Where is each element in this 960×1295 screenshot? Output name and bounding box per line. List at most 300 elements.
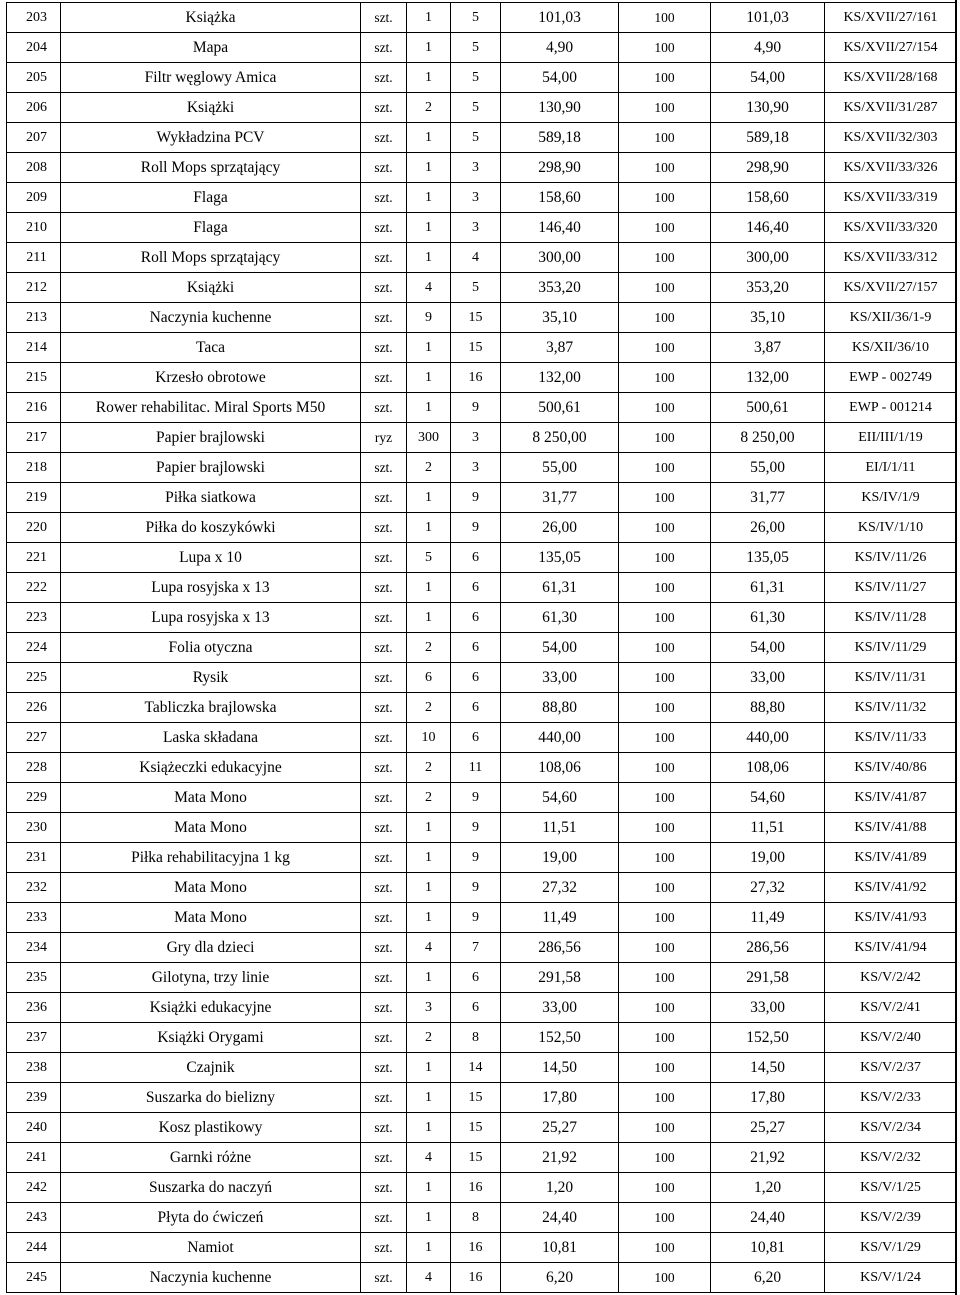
- row-number-cell: 229: [7, 783, 61, 813]
- group-cell: 9: [451, 903, 501, 933]
- row-number-cell: 220: [7, 513, 61, 543]
- inventory-number-cell: KS/XVII/28/168: [825, 63, 957, 93]
- item-name-cell: Tabliczka brajlowska: [61, 693, 361, 723]
- value-cell: 291,58: [501, 963, 619, 993]
- row-number-cell: 211: [7, 243, 61, 273]
- item-name-cell: Mapa: [61, 33, 361, 63]
- percent-cell: 100: [619, 1173, 711, 1203]
- item-name-cell: Lupa rosyjska x 13: [61, 573, 361, 603]
- quantity-cell: 1: [407, 1233, 451, 1263]
- value-cell: 132,00: [501, 363, 619, 393]
- group-cell: 4: [451, 243, 501, 273]
- value-cell: 19,00: [501, 843, 619, 873]
- net-value-cell: 25,27: [711, 1113, 825, 1143]
- net-value-cell: 31,77: [711, 483, 825, 513]
- item-name-cell: Naczynia kuchenne: [61, 303, 361, 333]
- net-value-cell: 146,40: [711, 213, 825, 243]
- quantity-cell: 1: [407, 573, 451, 603]
- inventory-number-cell: EWP - 001214: [825, 393, 957, 423]
- unit-cell: szt.: [361, 1113, 407, 1143]
- group-cell: 6: [451, 963, 501, 993]
- item-name-cell: Kosz plastikowy: [61, 1113, 361, 1143]
- quantity-cell: 1: [407, 813, 451, 843]
- table-row: [7, 933, 957, 963]
- value-cell: 500,61: [501, 393, 619, 423]
- item-name-cell: Flaga: [61, 213, 361, 243]
- group-cell: 5: [451, 93, 501, 123]
- item-name-cell: Mata Mono: [61, 813, 361, 843]
- row-number-cell: 221: [7, 543, 61, 573]
- quantity-cell: 1: [407, 873, 451, 903]
- table-row: [7, 873, 957, 903]
- percent-cell: 100: [619, 1143, 711, 1173]
- quantity-cell: 1: [407, 1173, 451, 1203]
- value-cell: 130,90: [501, 93, 619, 123]
- item-name-cell: Laska składana: [61, 723, 361, 753]
- table-row: [7, 63, 957, 93]
- quantity-cell: 1: [407, 213, 451, 243]
- inventory-number-cell: KS/V/1/29: [825, 1233, 957, 1263]
- net-value-cell: 27,32: [711, 873, 825, 903]
- inventory-number-cell: KS/XVII/27/154: [825, 33, 957, 63]
- table-row: [7, 753, 957, 783]
- net-value-cell: 1,20: [711, 1173, 825, 1203]
- row-number-cell: 204: [7, 33, 61, 63]
- row-number-cell: 239: [7, 1083, 61, 1113]
- value-cell: 353,20: [501, 273, 619, 303]
- inventory-number-cell: KS/XII/36/10: [825, 333, 957, 363]
- unit-cell: szt.: [361, 993, 407, 1023]
- net-value-cell: 3,87: [711, 333, 825, 363]
- percent-cell: 100: [619, 1023, 711, 1053]
- item-name-cell: Mata Mono: [61, 873, 361, 903]
- group-cell: 9: [451, 813, 501, 843]
- inventory-number-cell: KS/IV/41/94: [825, 933, 957, 963]
- quantity-cell: 1: [407, 903, 451, 933]
- row-number-cell: 233: [7, 903, 61, 933]
- percent-cell: 100: [619, 273, 711, 303]
- group-cell: 16: [451, 363, 501, 393]
- item-name-cell: Roll Mops sprzątający: [61, 153, 361, 183]
- quantity-cell: 2: [407, 753, 451, 783]
- quantity-cell: 5: [407, 543, 451, 573]
- value-cell: 31,77: [501, 483, 619, 513]
- inventory-number-cell: KS/IV/40/86: [825, 753, 957, 783]
- percent-cell: 100: [619, 213, 711, 243]
- unit-cell: szt.: [361, 303, 407, 333]
- group-cell: 9: [451, 783, 501, 813]
- value-cell: 108,06: [501, 753, 619, 783]
- percent-cell: 100: [619, 723, 711, 753]
- percent-cell: 100: [619, 1263, 711, 1293]
- table-row: [7, 663, 957, 693]
- table-row: [7, 483, 957, 513]
- quantity-cell: 1: [407, 603, 451, 633]
- table-row: [7, 183, 957, 213]
- net-value-cell: 300,00: [711, 243, 825, 273]
- row-number-cell: 242: [7, 1173, 61, 1203]
- table-row: [7, 393, 957, 423]
- percent-cell: 100: [619, 573, 711, 603]
- row-number-cell: 216: [7, 393, 61, 423]
- value-cell: 61,30: [501, 603, 619, 633]
- item-name-cell: Gry dla dzieci: [61, 933, 361, 963]
- table-row: [7, 93, 957, 123]
- table-row: [7, 453, 957, 483]
- value-cell: 54,60: [501, 783, 619, 813]
- net-value-cell: 440,00: [711, 723, 825, 753]
- group-cell: 3: [451, 453, 501, 483]
- group-cell: 3: [451, 213, 501, 243]
- group-cell: 3: [451, 153, 501, 183]
- item-name-cell: Mata Mono: [61, 903, 361, 933]
- unit-cell: szt.: [361, 633, 407, 663]
- unit-cell: szt.: [361, 933, 407, 963]
- table-row: [7, 213, 957, 243]
- group-cell: 6: [451, 723, 501, 753]
- group-cell: 5: [451, 273, 501, 303]
- quantity-cell: 1: [407, 1203, 451, 1233]
- row-number-cell: 231: [7, 843, 61, 873]
- item-name-cell: Czajnik: [61, 1053, 361, 1083]
- table-row: [7, 1203, 957, 1233]
- inventory-number-cell: KS/V/2/37: [825, 1053, 957, 1083]
- row-number-cell: 245: [7, 1263, 61, 1293]
- quantity-cell: 2: [407, 693, 451, 723]
- value-cell: 3,87: [501, 333, 619, 363]
- quantity-cell: 1: [407, 3, 451, 33]
- quantity-cell: 4: [407, 1143, 451, 1173]
- net-value-cell: 152,50: [711, 1023, 825, 1053]
- group-cell: 9: [451, 483, 501, 513]
- value-cell: 33,00: [501, 993, 619, 1023]
- quantity-cell: 1: [407, 1083, 451, 1113]
- unit-cell: szt.: [361, 663, 407, 693]
- item-name-cell: Mata Mono: [61, 783, 361, 813]
- item-name-cell: Rower rehabilitac. Miral Sports M50: [61, 393, 361, 423]
- inventory-number-cell: KS/XVII/33/312: [825, 243, 957, 273]
- table-row: [7, 1053, 957, 1083]
- row-number-cell: 215: [7, 363, 61, 393]
- row-number-cell: 206: [7, 93, 61, 123]
- value-cell: 61,31: [501, 573, 619, 603]
- quantity-cell: 1: [407, 123, 451, 153]
- group-cell: 5: [451, 33, 501, 63]
- percent-cell: 100: [619, 1053, 711, 1083]
- inventory-table: [6, 2, 957, 1293]
- group-cell: 9: [451, 513, 501, 543]
- percent-cell: 100: [619, 303, 711, 333]
- percent-cell: 100: [619, 183, 711, 213]
- row-number-cell: 237: [7, 1023, 61, 1053]
- group-cell: 16: [451, 1233, 501, 1263]
- row-number-cell: 214: [7, 333, 61, 363]
- unit-cell: szt.: [361, 333, 407, 363]
- item-name-cell: Piłka rehabilitacyjna 1 kg: [61, 843, 361, 873]
- net-value-cell: 21,92: [711, 1143, 825, 1173]
- value-cell: 440,00: [501, 723, 619, 753]
- table-row: [7, 243, 957, 273]
- item-name-cell: Lupa rosyjska x 13: [61, 603, 361, 633]
- value-cell: 298,90: [501, 153, 619, 183]
- quantity-cell: 1: [407, 513, 451, 543]
- unit-cell: szt.: [361, 813, 407, 843]
- item-name-cell: Flaga: [61, 183, 361, 213]
- inventory-number-cell: KS/V/2/42: [825, 963, 957, 993]
- row-number-cell: 236: [7, 993, 61, 1023]
- table-row: [7, 513, 957, 543]
- row-number-cell: 217: [7, 423, 61, 453]
- row-number-cell: 223: [7, 603, 61, 633]
- item-name-cell: Folia otyczna: [61, 633, 361, 663]
- row-number-cell: 207: [7, 123, 61, 153]
- value-cell: 35,10: [501, 303, 619, 333]
- net-value-cell: 11,49: [711, 903, 825, 933]
- percent-cell: 100: [619, 333, 711, 363]
- percent-cell: 100: [619, 873, 711, 903]
- table-row: [7, 603, 957, 633]
- group-cell: 16: [451, 1263, 501, 1293]
- group-cell: 6: [451, 993, 501, 1023]
- net-value-cell: 130,90: [711, 93, 825, 123]
- quantity-cell: 1: [407, 483, 451, 513]
- item-name-cell: Taca: [61, 333, 361, 363]
- percent-cell: 100: [619, 1083, 711, 1113]
- inventory-number-cell: KS/IV/41/93: [825, 903, 957, 933]
- row-number-cell: 226: [7, 693, 61, 723]
- item-name-cell: Lupa x 10: [61, 543, 361, 573]
- net-value-cell: 6,20: [711, 1263, 825, 1293]
- group-cell: 8: [451, 1023, 501, 1053]
- inventory-number-cell: KS/V/2/39: [825, 1203, 957, 1233]
- net-value-cell: 55,00: [711, 453, 825, 483]
- net-value-cell: 61,31: [711, 573, 825, 603]
- net-value-cell: 353,20: [711, 273, 825, 303]
- unit-cell: ryz: [361, 423, 407, 453]
- inventory-number-cell: KS/XVII/33/319: [825, 183, 957, 213]
- quantity-cell: 6: [407, 663, 451, 693]
- inventory-number-cell: KS/IV/11/28: [825, 603, 957, 633]
- net-value-cell: 291,58: [711, 963, 825, 993]
- item-name-cell: Garnki różne: [61, 1143, 361, 1173]
- unit-cell: szt.: [361, 93, 407, 123]
- item-name-cell: Namiot: [61, 1233, 361, 1263]
- inventory-number-cell: KS/IV/11/32: [825, 693, 957, 723]
- percent-cell: 100: [619, 3, 711, 33]
- value-cell: 589,18: [501, 123, 619, 153]
- inventory-number-cell: KS/IV/11/26: [825, 543, 957, 573]
- quantity-cell: 2: [407, 1023, 451, 1053]
- inventory-number-cell: KS/IV/11/31: [825, 663, 957, 693]
- table-row: [7, 783, 957, 813]
- item-name-cell: Wykładzina PCV: [61, 123, 361, 153]
- inventory-number-cell: KS/IV/11/27: [825, 573, 957, 603]
- value-cell: 88,80: [501, 693, 619, 723]
- item-name-cell: Płyta do ćwiczeń: [61, 1203, 361, 1233]
- value-cell: 1,20: [501, 1173, 619, 1203]
- quantity-cell: 1: [407, 63, 451, 93]
- table-row: [7, 363, 957, 393]
- value-cell: 55,00: [501, 453, 619, 483]
- net-value-cell: 54,00: [711, 633, 825, 663]
- percent-cell: 100: [619, 663, 711, 693]
- table-row: [7, 1113, 957, 1143]
- value-cell: 26,00: [501, 513, 619, 543]
- percent-cell: 100: [619, 963, 711, 993]
- quantity-cell: 4: [407, 273, 451, 303]
- percent-cell: 100: [619, 1233, 711, 1263]
- quantity-cell: 1: [407, 243, 451, 273]
- row-number-cell: 212: [7, 273, 61, 303]
- quantity-cell: 1: [407, 183, 451, 213]
- table-row: [7, 693, 957, 723]
- quantity-cell: 1: [407, 393, 451, 423]
- unit-cell: szt.: [361, 273, 407, 303]
- row-number-cell: 244: [7, 1233, 61, 1263]
- net-value-cell: 4,90: [711, 33, 825, 63]
- item-name-cell: Rysik: [61, 663, 361, 693]
- group-cell: 15: [451, 333, 501, 363]
- value-cell: 152,50: [501, 1023, 619, 1053]
- inventory-number-cell: KS/XII/36/1-9: [825, 303, 957, 333]
- table-row: [7, 123, 957, 153]
- unit-cell: szt.: [361, 363, 407, 393]
- quantity-cell: 4: [407, 933, 451, 963]
- inventory-number-cell: KS/IV/1/9: [825, 483, 957, 513]
- percent-cell: 100: [619, 693, 711, 723]
- value-cell: 54,00: [501, 633, 619, 663]
- inventory-number-cell: KS/XVII/27/157: [825, 273, 957, 303]
- table-row: [7, 303, 957, 333]
- net-value-cell: 17,80: [711, 1083, 825, 1113]
- item-name-cell: Suszarka do bielizny: [61, 1083, 361, 1113]
- percent-cell: 100: [619, 423, 711, 453]
- net-value-cell: 108,06: [711, 753, 825, 783]
- unit-cell: szt.: [361, 843, 407, 873]
- net-value-cell: 14,50: [711, 1053, 825, 1083]
- net-value-cell: 132,00: [711, 363, 825, 393]
- unit-cell: szt.: [361, 213, 407, 243]
- value-cell: 33,00: [501, 663, 619, 693]
- table-row: [7, 153, 957, 183]
- percent-cell: 100: [619, 483, 711, 513]
- unit-cell: szt.: [361, 33, 407, 63]
- value-cell: 4,90: [501, 33, 619, 63]
- group-cell: 6: [451, 693, 501, 723]
- unit-cell: szt.: [361, 1203, 407, 1233]
- row-number-cell: 208: [7, 153, 61, 183]
- percent-cell: 100: [619, 543, 711, 573]
- item-name-cell: Książki Orygami: [61, 1023, 361, 1053]
- group-cell: 6: [451, 573, 501, 603]
- net-value-cell: 35,10: [711, 303, 825, 333]
- value-cell: 27,32: [501, 873, 619, 903]
- quantity-cell: 2: [407, 783, 451, 813]
- inventory-number-cell: KS/IV/1/10: [825, 513, 957, 543]
- table-row: [7, 333, 957, 363]
- group-cell: 6: [451, 603, 501, 633]
- percent-cell: 100: [619, 633, 711, 663]
- group-cell: 15: [451, 1083, 501, 1113]
- table-row: [7, 273, 957, 303]
- item-name-cell: Roll Mops sprzątający: [61, 243, 361, 273]
- row-number-cell: 232: [7, 873, 61, 903]
- item-name-cell: Suszarka do naczyń: [61, 1173, 361, 1203]
- inventory-number-cell: KS/V/2/41: [825, 993, 957, 1023]
- percent-cell: 100: [619, 363, 711, 393]
- net-value-cell: 500,61: [711, 393, 825, 423]
- group-cell: 15: [451, 1113, 501, 1143]
- row-number-cell: 209: [7, 183, 61, 213]
- inventory-number-cell: EII/III/1/19: [825, 423, 957, 453]
- net-value-cell: 11,51: [711, 813, 825, 843]
- table-row: [7, 1023, 957, 1053]
- row-number-cell: 235: [7, 963, 61, 993]
- row-number-cell: 234: [7, 933, 61, 963]
- unit-cell: szt.: [361, 483, 407, 513]
- table-row: [7, 1143, 957, 1173]
- inventory-number-cell: KS/IV/11/33: [825, 723, 957, 753]
- net-value-cell: 54,00: [711, 63, 825, 93]
- value-cell: 6,20: [501, 1263, 619, 1293]
- unit-cell: szt.: [361, 153, 407, 183]
- inventory-number-cell: KS/IV/41/87: [825, 783, 957, 813]
- inventory-number-cell: KS/XVII/31/287: [825, 93, 957, 123]
- row-number-cell: 203: [7, 3, 61, 33]
- item-name-cell: Papier brajlowski: [61, 453, 361, 483]
- group-cell: 6: [451, 543, 501, 573]
- net-value-cell: 298,90: [711, 153, 825, 183]
- unit-cell: szt.: [361, 1173, 407, 1203]
- inventory-number-cell: KS/V/2/32: [825, 1143, 957, 1173]
- percent-cell: 100: [619, 123, 711, 153]
- net-value-cell: 286,56: [711, 933, 825, 963]
- unit-cell: szt.: [361, 243, 407, 273]
- table-row: [7, 813, 957, 843]
- row-number-cell: 222: [7, 573, 61, 603]
- group-cell: 8: [451, 1203, 501, 1233]
- item-name-cell: Gilotyna, trzy linie: [61, 963, 361, 993]
- row-number-cell: 241: [7, 1143, 61, 1173]
- quantity-cell: 1: [407, 363, 451, 393]
- quantity-cell: 1: [407, 1113, 451, 1143]
- unit-cell: szt.: [361, 3, 407, 33]
- net-value-cell: 135,05: [711, 543, 825, 573]
- inventory-number-cell: EWP - 002749: [825, 363, 957, 393]
- unit-cell: szt.: [361, 1143, 407, 1173]
- percent-cell: 100: [619, 843, 711, 873]
- percent-cell: 100: [619, 933, 711, 963]
- unit-cell: szt.: [361, 1023, 407, 1053]
- table-row: [7, 1083, 957, 1113]
- quantity-cell: 1: [407, 153, 451, 183]
- table-row: [7, 573, 957, 603]
- group-cell: 11: [451, 753, 501, 783]
- unit-cell: szt.: [361, 513, 407, 543]
- unit-cell: szt.: [361, 1053, 407, 1083]
- inventory-number-cell: KS/XVII/33/326: [825, 153, 957, 183]
- net-value-cell: 26,00: [711, 513, 825, 543]
- net-value-cell: 24,40: [711, 1203, 825, 1233]
- inventory-number-cell: KS/IV/11/29: [825, 633, 957, 663]
- unit-cell: szt.: [361, 1233, 407, 1263]
- value-cell: 135,05: [501, 543, 619, 573]
- inventory-number-cell: EI/I/1/11: [825, 453, 957, 483]
- group-cell: 7: [451, 933, 501, 963]
- row-number-cell: 227: [7, 723, 61, 753]
- value-cell: 11,51: [501, 813, 619, 843]
- quantity-cell: 300: [407, 423, 451, 453]
